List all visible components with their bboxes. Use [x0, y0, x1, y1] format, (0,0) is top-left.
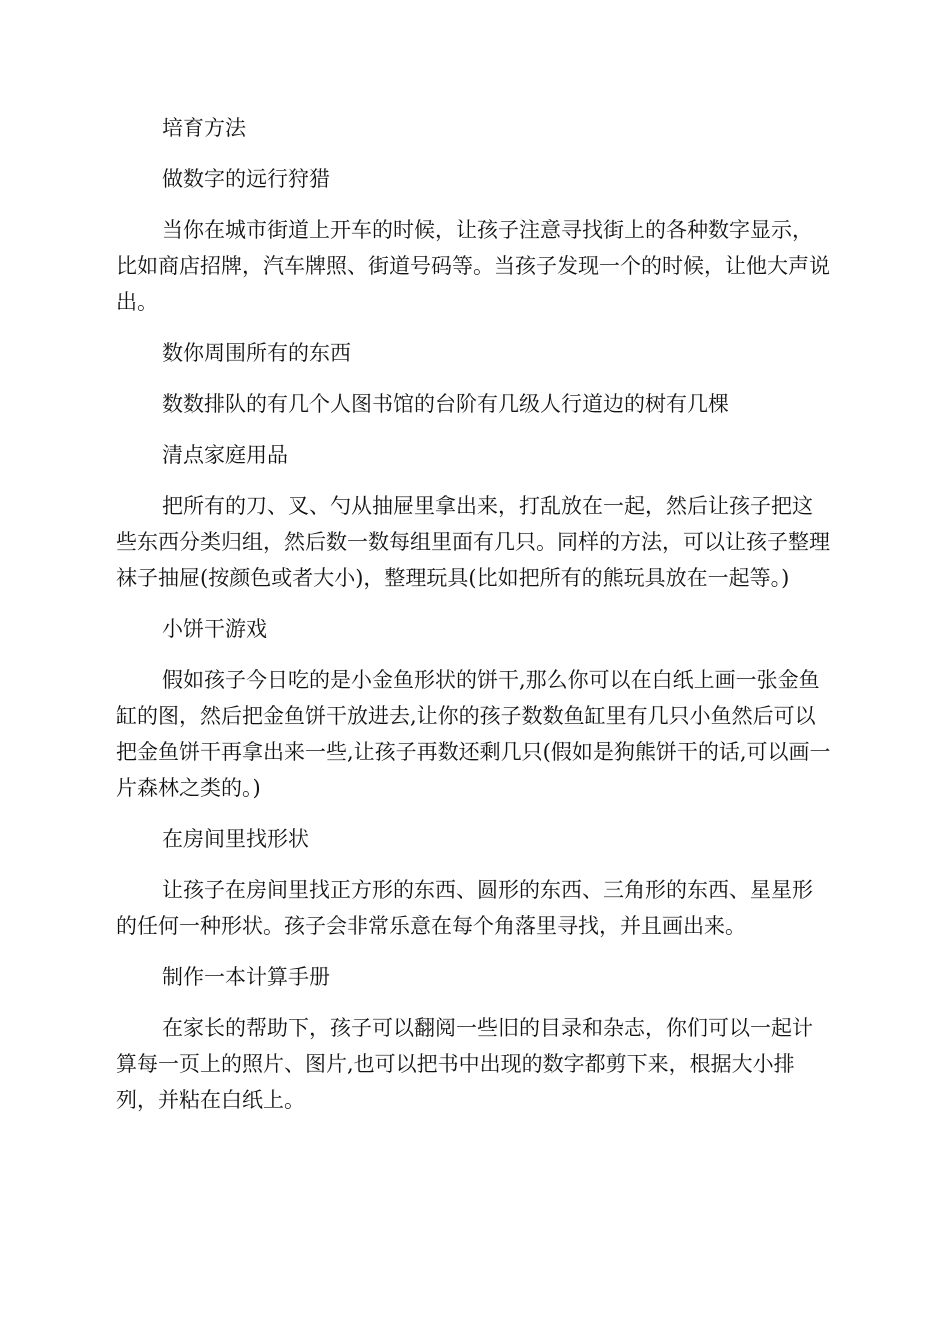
activity-title: 清点家庭用品	[162, 443, 288, 467]
activity-description: 把所有的刀、叉、勺从抽屉里拿出来，打乱放在一起，然后让孩子把这些东西分类归组，然后数一数每组里面有几只。同样的方法，可以让孩子整理袜子抽屉(按颜色或者大小)，整理玩具(比如把所有的熊玩具放在一起等。)	[116, 494, 830, 590]
activity-description: 假如孩子今日吃的是小金鱼形状的饼干,那么你可以在白纸上画一张金鱼缸的图，然后把金鱼饼干放进去,让你的孩子数数鱼缸里有几只小鱼然后可以把金鱼饼干再拿出来一些,让孩子再数还剩几只(假如是狗熊饼干的话,可以画一片森林之类的。)	[116, 668, 831, 800]
activity-title: 小饼干游戏	[162, 617, 267, 641]
activity-title: 制作一本计算手册	[162, 965, 330, 989]
activity-description: 让孩子在房间里找正方形的东西、圆形的东西、三角形的东西、星星形的任何一种形状。孩子会非常乐意在每个角落里寻找，并且画出来。	[116, 878, 813, 938]
activity-description: 当你在城市街道上开车的时候，让孩子注意寻找街上的各种数字显示，比如商店招牌，汽车牌照、街道号码等。当孩子发现一个的时候，让他大声说出。	[116, 218, 830, 314]
document-body	[116, 110, 832, 1133]
activity-description: 在家长的帮助下，孩子可以翻阅一些旧的目录和杂志，你们可以一起计算每一页上的照片、图片,也可以把书中出现的数字都剪下来，根据大小排列，并粘在白纸上。	[116, 1016, 813, 1112]
activity-title: 在房间里找形状	[162, 827, 309, 851]
section-heading: 培育方法	[162, 116, 246, 140]
activity-title: 数你周围所有的东西	[162, 341, 351, 365]
activity-description: 数数排队的有几个人图书馆的台阶有几级人行道边的树有几棵	[162, 392, 729, 416]
activity-title: 做数字的远行狩猎	[162, 167, 330, 191]
